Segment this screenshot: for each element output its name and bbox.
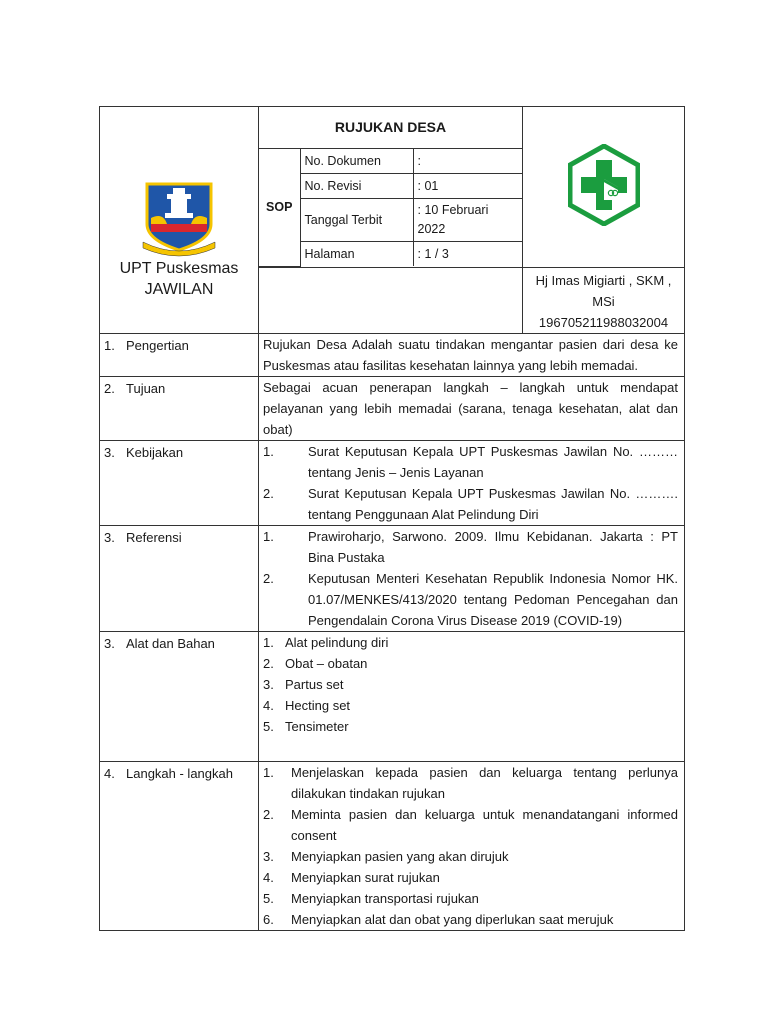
meta-value-page: : 1 / 3 — [417, 247, 449, 261]
signatory-degree: MSi — [592, 293, 615, 309]
section-label: 2. Tujuan — [100, 376, 259, 440]
organization-line-2: JAWILAN — [144, 281, 214, 298]
blank-cell — [259, 267, 523, 333]
list-item: 4. Menyiapkan surat rujukan — [263, 869, 440, 885]
puskesmas-logo-icon — [568, 144, 640, 226]
signatory-cell — [523, 267, 685, 333]
list-item: 5. Tensimeter — [263, 718, 349, 734]
organization-line-1: UPT Puskesmas — [119, 260, 239, 277]
sop-document — [99, 106, 684, 931]
document-title: RUJUKAN DESA — [334, 119, 447, 135]
list-item: 2. Surat Keputusan Kepala UPT Puskesmas Jawilan No. ………. tentang Penggunaan Alat Pelindung Diri — [263, 485, 678, 522]
section-text-tujuan: Sebagai acuan penerapan langkah – langkah untuk mendapat pelayanan yang lebih memadai (sarana, tenaga kesehatan, alat dan obat) — [259, 376, 685, 440]
section-label: 1. Pengertian — [100, 333, 259, 376]
section-label: 3. Alat dan Bahan — [100, 631, 259, 761]
section-label: 3. Referensi — [100, 525, 259, 631]
list-item: 1. Alat pelindung diri — [263, 634, 389, 650]
list-item: 1. Menjelaskan kepada pasien dan keluarga tentang perlunya dilakukan tindakan rujukan — [263, 764, 678, 801]
header-middle-cell — [259, 107, 523, 268]
sop-label: SOP — [259, 149, 300, 267]
organization-name — [100, 253, 258, 316]
section-text-pengertian: Rujukan Desa Adalah suatu tindakan mengantar pasien dari desa ke Puskesmas atau fasilitas kesehatan lainnya yang lebih memadai. — [259, 333, 685, 376]
list-item: 2. Keputusan Menteri Kesehatan Republik Indonesia Nomor HK. 01.07/MENKES/413/2020 tentang Pedoman Pencegahan dan Pengendalain Corona Virus Disease 2019 (COVID-19) — [263, 570, 678, 628]
section-label: 4. Langkah - langkah — [100, 761, 259, 930]
meta-value-issue-date: : 10 Februari 2022 — [413, 199, 522, 242]
signatory-name: Hj Imas Migiarti , SKM , — [535, 272, 672, 288]
meta-label-doc-no: No. Dokumen — [300, 149, 413, 174]
meta-value-doc-no: : — [413, 149, 522, 174]
kebijakan-list — [263, 441, 678, 525]
list-item: 1. Surat Keputusan Kepala UPT Puskesmas Jawilan No. ……… tentang Jenis – Jenis Layanan — [263, 443, 678, 480]
list-item: 5. Menyiapkan transportasi rujukan — [263, 890, 479, 906]
list-item: 3. Menyiapkan pasien yang akan dirujuk — [263, 848, 509, 864]
section-label: 3. Kebijakan — [100, 440, 259, 525]
list-item: 6. Menyiapkan alat dan obat yang diperlukan saat merujuk — [263, 911, 614, 927]
section-row-langkah — [100, 761, 685, 930]
meta-label-page: Halaman — [300, 242, 413, 267]
list-item: 2. Obat – obatan — [263, 655, 368, 671]
sop-table — [99, 106, 685, 931]
alat-bahan-list — [263, 632, 678, 737]
referensi-list — [263, 526, 678, 631]
meta-value-revision: : 01 — [413, 174, 522, 199]
document-meta-table — [259, 148, 522, 267]
section-row-referensi — [100, 525, 685, 631]
health-logo-cell — [523, 107, 685, 268]
signatory-nip: 196705211988032004 — [538, 314, 669, 330]
langkah-list — [263, 762, 678, 930]
list-item: 3. Partus set — [263, 676, 344, 692]
list-item: 4. Hecting set — [263, 697, 351, 713]
section-row-tujuan — [100, 376, 685, 440]
section-row-pengertian — [100, 333, 685, 376]
list-item: 2. Meminta pasien dan keluarga untuk menandatangani informed consent — [263, 806, 678, 843]
regional-emblem-icon — [139, 178, 219, 258]
section-row-alat-bahan — [100, 631, 685, 761]
header-row — [100, 107, 685, 268]
meta-label-issue-date: Tanggal Terbit — [300, 199, 413, 242]
section-row-kebijakan — [100, 440, 685, 525]
list-item: 1. Prawiroharjo, Sarwono. 2009. Ilmu Kebidanan. Jakarta : PT Bina Pustaka — [263, 528, 678, 565]
meta-label-revision: No. Revisi — [300, 174, 413, 199]
